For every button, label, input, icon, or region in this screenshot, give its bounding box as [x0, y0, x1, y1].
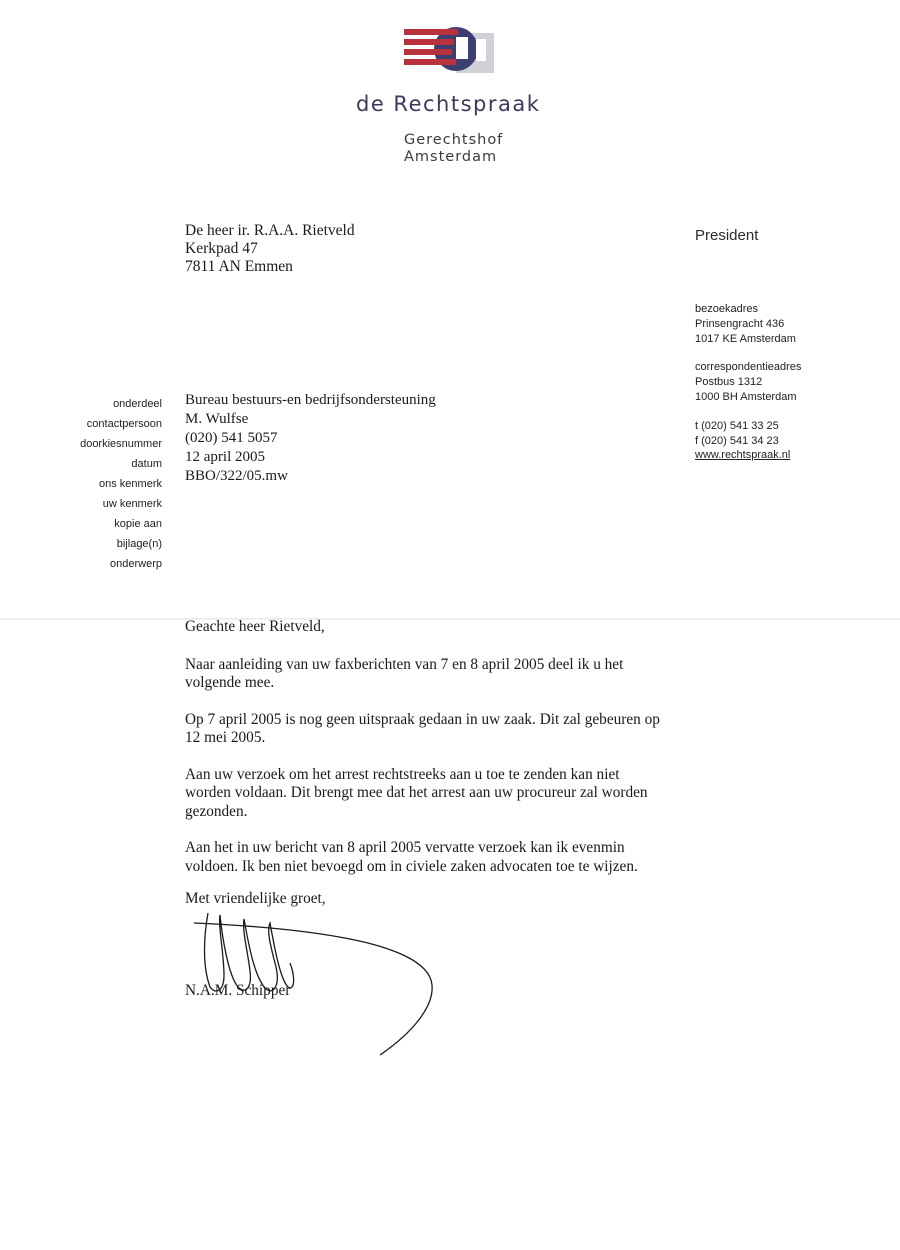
meta-label: doorkiesnummer — [80, 438, 162, 450]
meta-label: bijlage(n) — [116, 538, 162, 550]
addressee-street: Kerkpad 47 — [185, 240, 258, 257]
correspondence-line-2: 1000 BH Amsterdam — [695, 390, 797, 403]
closing: Met vriendelijke groet, — [185, 890, 326, 907]
sender-contact-block — [695, 302, 801, 463]
paragraph-1 — [185, 656, 705, 693]
salutation: Geachte heer Rietveld, — [185, 618, 325, 635]
website-link[interactable]: www.rechtspraak.nl — [695, 449, 791, 462]
letter-body — [185, 618, 705, 894]
meta-reference: BBO/322/05.mw — [185, 468, 288, 484]
meta-date: 12 april 2005 — [185, 449, 265, 465]
court-line-1: Gerechtshof — [404, 132, 504, 148]
correspondence-line-1: Postbus 1312 — [695, 376, 763, 389]
sender-title: President — [695, 227, 759, 244]
meta-label: onderdeel — [113, 398, 162, 410]
paragraph-line: Op 7 april 2005 is nog geen uitspraak gedaan in uw zaak. Dit zal gebeuren op — [185, 710, 660, 728]
paragraph-line: Naar aanleiding van uw faxberichten van 7 en 8 april 2005 deel ik u het — [185, 655, 624, 673]
meta-label: onderwerp — [110, 558, 162, 570]
meta-label: ons kenmerk — [99, 478, 162, 490]
meta-label: uw kenmerk — [102, 498, 162, 510]
paragraph-line: volgende mee. — [185, 674, 275, 691]
paragraph-line: Aan uw verzoek om het arrest rechtstreeks aan u toe te zenden kan niet — [185, 765, 620, 783]
phone-number: t (020) 541 33 25 — [695, 419, 779, 432]
addressee-city: 7811 AN Emmen — [185, 258, 293, 275]
paragraph-3 — [185, 766, 705, 822]
correspondence-label: correspondentieadres — [695, 361, 802, 374]
meta-labels — [80, 394, 162, 574]
visit-address-line-1: Prinsengracht 436 — [695, 317, 785, 330]
meta-values — [185, 391, 436, 486]
signature-icon — [180, 895, 450, 1060]
meta-label: contactpersoon — [86, 418, 162, 430]
visit-address-line-2: 1017 KE Amsterdam — [695, 332, 796, 345]
court-line-2: Amsterdam — [404, 149, 498, 165]
brand-name: de Rechtspraak — [356, 92, 541, 116]
paragraph-line: gezonden. — [185, 802, 248, 820]
signer-name: N.A.M. Schipper — [185, 982, 291, 999]
meta-contact: M. Wulfse — [185, 411, 249, 427]
meta-direct-phone: (020) 541 5057 — [185, 430, 278, 446]
meta-label: datum — [131, 458, 162, 470]
paragraph-4 — [185, 839, 705, 876]
paragraph-line: Aan het in uw bericht van 8 april 2005 vervatte verzoek kan ik evenmin — [185, 839, 625, 856]
meta-department: Bureau bestuurs-en bedrijfsondersteuning — [185, 392, 436, 408]
paragraph-line: worden voldaan. Dit brengt mee dat het arrest aan uw procureur zal worden — [185, 784, 648, 801]
court-name — [404, 132, 503, 166]
visit-address-label: bezoekadres — [695, 303, 758, 315]
addressee-name: De heer ir. R.A.A. Rietveld — [185, 222, 355, 239]
paragraph-2 — [185, 711, 705, 748]
addressee-block — [185, 222, 355, 276]
paragraph-line: 12 mei 2005. — [185, 729, 266, 746]
fax-number: f (020) 541 34 23 — [695, 434, 779, 447]
paragraph-line: voldoen. Ik ben niet bevoegd om in civiele zaken advocaten toe te wijzen. — [185, 857, 638, 875]
rechtspraak-logo-icon — [404, 25, 496, 75]
meta-label: kopie aan — [114, 518, 162, 530]
